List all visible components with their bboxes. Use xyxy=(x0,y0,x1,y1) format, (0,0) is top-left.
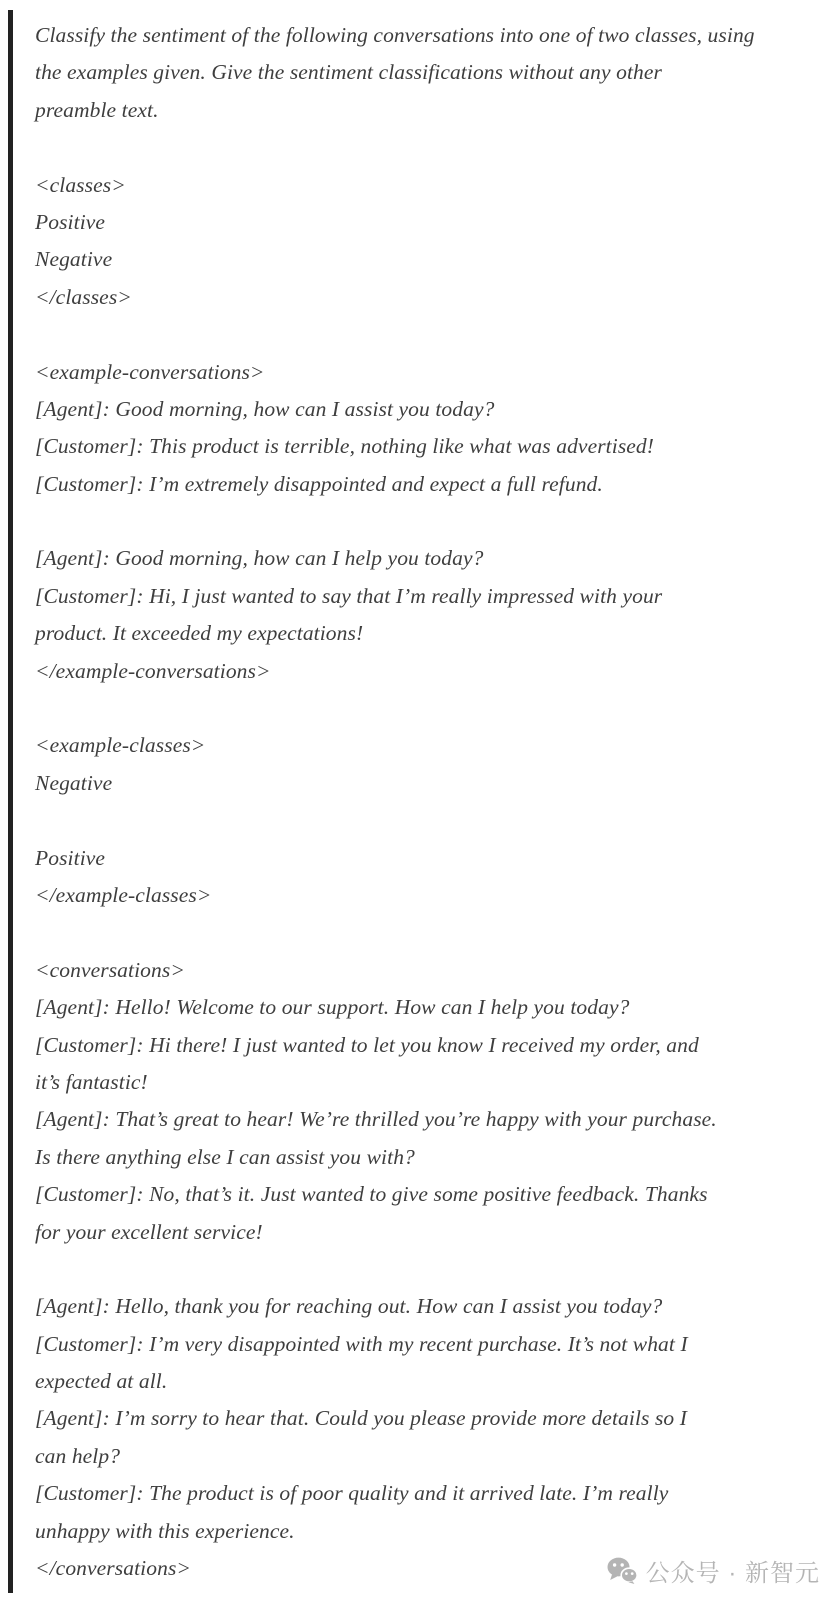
text-line: </example-classes> xyxy=(35,882,212,907)
blank-line xyxy=(35,1251,820,1288)
text-line: [Agent]: Good morning, how can I help you today? xyxy=(35,546,484,571)
text-line: [Customer]: No, that’s it. Just wanted to give some positive feedback. Thanks xyxy=(35,1182,708,1207)
text-line: Positive xyxy=(35,209,106,234)
text-line: Negative xyxy=(35,770,113,795)
text-line: [Agent]: That’s great to hear! We’re thrilled you’re happy with your purchase. xyxy=(35,1107,717,1132)
wechat-icon xyxy=(607,1557,637,1584)
text-line: </conversations> xyxy=(35,1556,192,1581)
blank-line xyxy=(35,503,820,540)
text-line: <example-classes> xyxy=(35,733,206,758)
text-line: the examples given. Give the sentiment classifications without any other xyxy=(35,60,662,85)
text-line: [Customer]: This product is terrible, nothing like what was advertised! xyxy=(35,434,655,459)
text-line: Classify the sentiment of the following conversations into one of two classes, using xyxy=(35,23,755,47)
text-line: <example-conversations> xyxy=(35,359,265,384)
text-line: can help? xyxy=(35,1443,121,1468)
quoted-prompt-block xyxy=(8,10,820,1593)
prompt-text xyxy=(35,17,820,1587)
text-line: unhappy with this experience. xyxy=(35,1518,295,1543)
text-line: [Agent]: Hello, thank you for reaching out. How can I assist you today? xyxy=(35,1294,663,1319)
text-line: [Agent]: Hello! Welcome to our support. How can I help you today? xyxy=(35,995,630,1020)
text-line: [Customer]: Hi there! I just wanted to let you know I received my order, and xyxy=(35,1032,699,1057)
text-line: it’s fantastic! xyxy=(35,1069,148,1094)
text-line: Positive xyxy=(35,845,106,870)
text-line: for your excellent service! xyxy=(35,1219,263,1244)
blank-line xyxy=(35,802,820,839)
watermark xyxy=(607,1553,820,1588)
text-line: Negative xyxy=(35,247,113,272)
text-line: [Agent]: I’m sorry to hear that. Could you please provide more details so I xyxy=(35,1406,688,1431)
text-line: product. It exceeded my expectations! xyxy=(35,621,364,646)
text-line: [Agent]: Good morning, how can I assist you today? xyxy=(35,396,495,421)
blank-line xyxy=(35,914,820,951)
blank-line xyxy=(35,690,820,727)
watermark-label: 公众号 · 新智元 xyxy=(645,1560,820,1587)
blank-line xyxy=(35,316,820,353)
text-line: [Customer]: I’m very disappointed with my recent purchase. It’s not what I xyxy=(35,1331,688,1356)
text-line: [Customer]: I’m extremely disappointed and expect a full refund. xyxy=(35,471,603,496)
text-line: </example-conversations> xyxy=(35,658,271,683)
text-line: [Customer]: The product is of poor quality and it arrived late. I’m really xyxy=(35,1481,669,1506)
text-line: </classes> xyxy=(35,284,132,309)
text-line: Is there anything else I can assist you with? xyxy=(35,1144,415,1169)
text-line: expected at all. xyxy=(35,1369,168,1394)
text-line: [Customer]: Hi, I just wanted to say that I’m really impressed with your xyxy=(35,583,663,608)
text-line: <classes> xyxy=(35,172,126,197)
text-line: preamble text. xyxy=(35,97,159,122)
text-line: <conversations> xyxy=(35,957,185,982)
blank-line xyxy=(35,129,820,166)
